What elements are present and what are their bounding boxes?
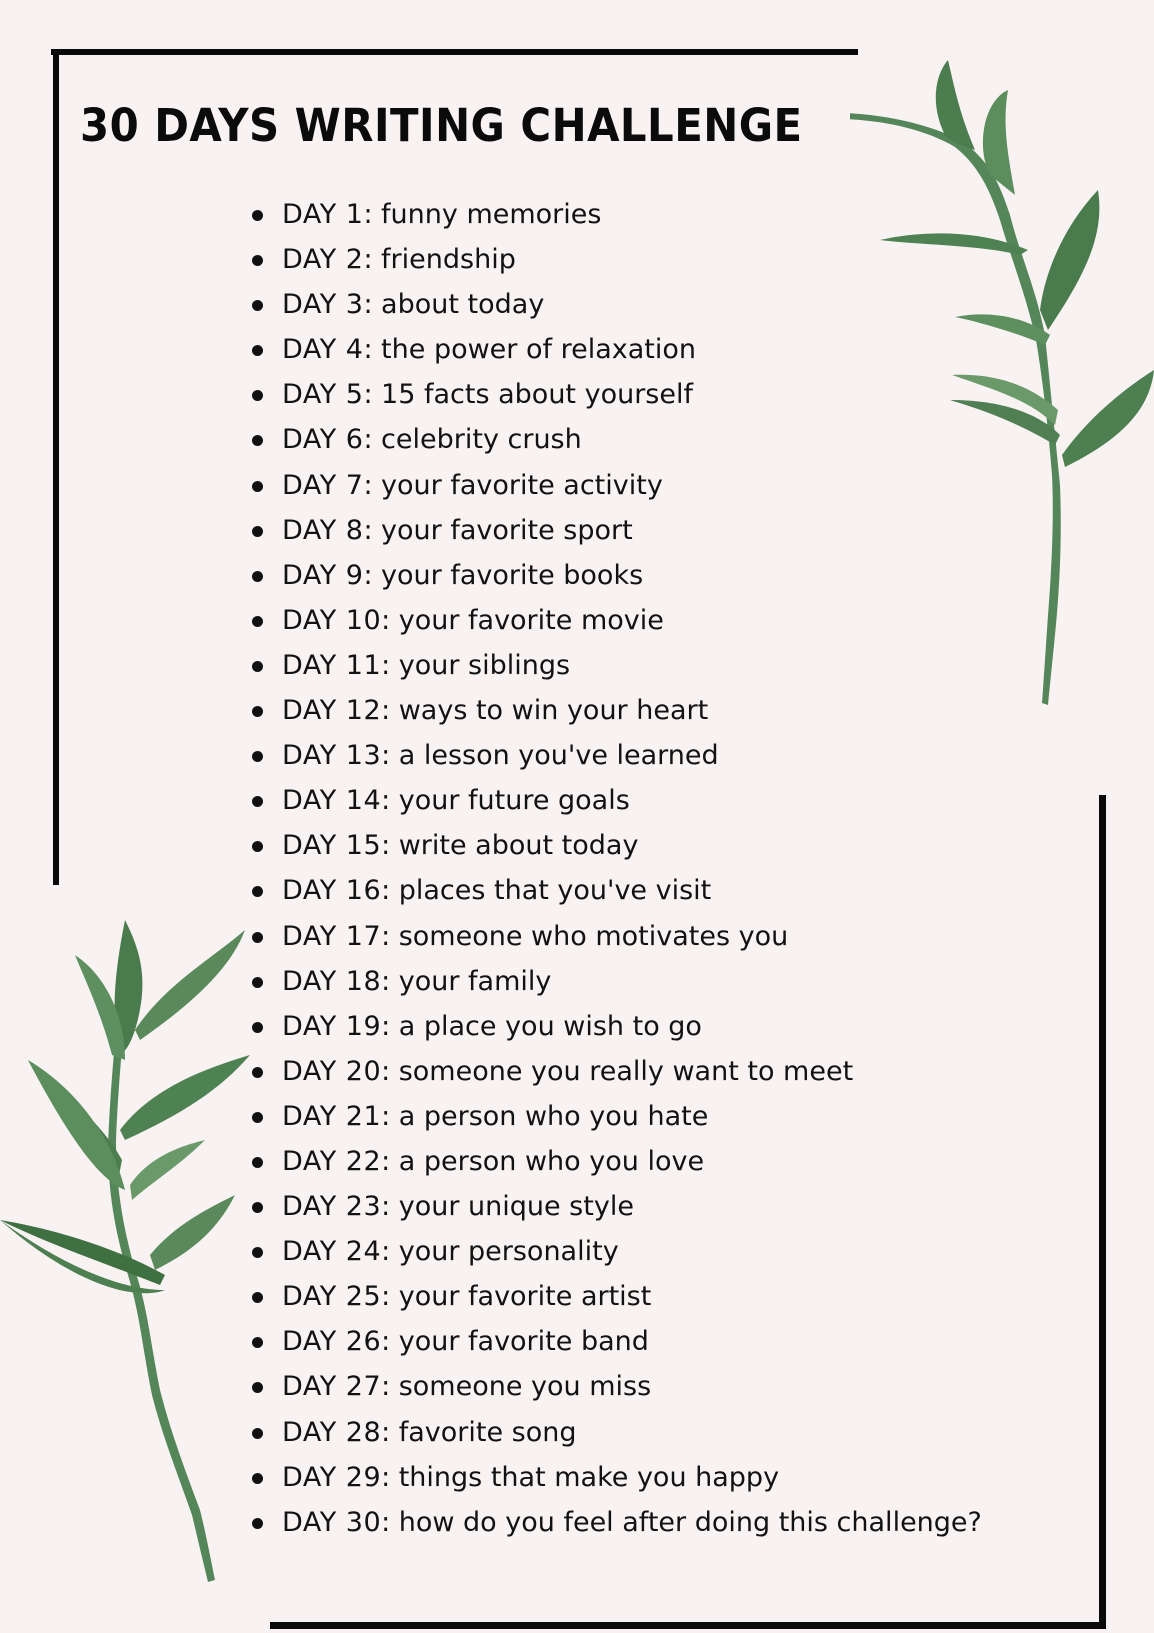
bullet-icon (252, 706, 263, 717)
day-topic: your family (398, 965, 552, 997)
day-topic: someone you miss (398, 1371, 652, 1403)
day-label: DAY 6: (282, 424, 374, 456)
bullet-icon (252, 1337, 263, 1348)
bullet-icon (252, 526, 263, 537)
list-item (248, 1190, 982, 1235)
list-item (248, 198, 982, 243)
day-topic: your future goals (398, 785, 630, 817)
bullet-icon (252, 977, 263, 988)
day-topic: your siblings (398, 649, 571, 681)
day-label: DAY 27: (282, 1371, 391, 1403)
day-label: DAY 30: (282, 1506, 391, 1538)
bullet-icon (252, 751, 263, 762)
bullet-icon (252, 571, 263, 582)
list-item (248, 1370, 982, 1415)
day-label: DAY 13: (282, 740, 391, 772)
bullet-icon (252, 796, 263, 807)
frame-right-border (1099, 795, 1106, 1628)
day-label: DAY 15: (282, 830, 391, 862)
list-item (248, 1461, 982, 1506)
bullet-icon (252, 616, 263, 627)
bullet-icon (252, 345, 263, 356)
bullet-icon (252, 1473, 263, 1484)
bullet-icon (252, 1112, 263, 1123)
day-topic: your favorite band (398, 1326, 649, 1358)
bullet-icon (252, 481, 263, 492)
list-item (248, 920, 982, 965)
bullet-icon (252, 1518, 263, 1529)
day-label: DAY 4: (282, 334, 374, 366)
day-topic: places that you've visit (398, 875, 712, 907)
bullet-icon (252, 300, 263, 311)
day-list (248, 198, 982, 1551)
day-topic: your favorite movie (398, 604, 664, 636)
day-label: DAY 20: (282, 1055, 391, 1087)
bullet-icon (252, 1382, 263, 1393)
list-item (248, 423, 982, 468)
list-item (248, 784, 982, 829)
list-item (248, 1100, 982, 1145)
day-topic: ways to win your heart (398, 695, 709, 727)
day-topic: your personality (398, 1236, 619, 1268)
bullet-icon (252, 841, 263, 852)
list-item (248, 1325, 982, 1370)
list-item (248, 1055, 982, 1100)
list-item (248, 378, 982, 423)
list-item (248, 874, 982, 919)
day-label: DAY 16: (282, 875, 391, 907)
day-label: DAY 1: (282, 199, 374, 230)
bullet-icon (252, 1247, 263, 1258)
list-item (248, 649, 982, 694)
day-topic: a lesson you've learned (398, 740, 719, 772)
day-label: DAY 12: (282, 695, 391, 727)
day-topic: someone who motivates you (398, 920, 789, 952)
bullet-icon (252, 1067, 263, 1078)
day-label: DAY 10: (282, 604, 391, 636)
day-label: DAY 2: (282, 244, 374, 276)
list-item (248, 1506, 982, 1551)
list-item (248, 1280, 982, 1325)
day-label: DAY 18: (282, 965, 391, 997)
day-topic: things that make you happy (398, 1461, 780, 1493)
day-label: DAY 21: (282, 1100, 391, 1132)
day-topic: the power of relaxation (381, 334, 696, 366)
bullet-icon (252, 1292, 263, 1303)
day-label: DAY 8: (282, 514, 374, 546)
day-label: DAY 22: (282, 1145, 391, 1177)
frame-left-border (53, 49, 59, 885)
bullet-icon (252, 1202, 263, 1213)
day-label: DAY 25: (282, 1281, 391, 1313)
leafy-branch-icon (0, 890, 260, 1610)
day-label: DAY 17: (282, 920, 391, 952)
day-label: DAY 24: (282, 1236, 391, 1268)
day-topic: celebrity crush (381, 424, 582, 456)
list-item (248, 604, 982, 649)
bullet-icon (252, 435, 263, 446)
list-item (248, 1235, 982, 1280)
list-item (248, 829, 982, 874)
day-topic: write about today (398, 830, 639, 862)
list-item (248, 469, 982, 514)
bullet-icon (252, 661, 263, 672)
list-item (248, 1416, 982, 1461)
bullet-icon (252, 210, 263, 221)
day-topic: your favorite sport (381, 514, 633, 546)
list-item (248, 243, 982, 288)
day-topic: a person who you hate (398, 1100, 709, 1132)
day-label: DAY 9: (282, 559, 374, 591)
list-item (248, 1010, 982, 1055)
bullet-icon (252, 255, 263, 266)
day-topic: friendship (381, 244, 516, 276)
day-topic: how do you feel after doing this challenge? (398, 1506, 982, 1538)
day-topic: a person who you love (398, 1145, 705, 1177)
day-topic: about today (381, 289, 545, 321)
day-label: DAY 14: (282, 785, 391, 817)
day-topic: your favorite artist (398, 1281, 652, 1313)
list-item (248, 333, 982, 378)
bullet-icon (252, 1428, 263, 1439)
day-topic: 15 facts about yourself (381, 379, 693, 411)
day-topic: someone you really want to meet (398, 1055, 854, 1087)
day-label: DAY 28: (282, 1416, 391, 1448)
bullet-icon (252, 886, 263, 897)
day-topic: funny memories (381, 199, 602, 230)
day-label: DAY 19: (282, 1010, 391, 1042)
day-label: DAY 5: (282, 379, 374, 411)
frame-top-border (51, 49, 858, 55)
frame-bottom-border (270, 1622, 1106, 1629)
day-label: DAY 7: (282, 469, 374, 501)
list-item (248, 1145, 982, 1190)
bullet-icon (252, 932, 263, 943)
day-label: DAY 3: (282, 289, 374, 321)
day-label: DAY 11: (282, 649, 391, 681)
day-label: DAY 26: (282, 1326, 391, 1358)
list-item (248, 694, 982, 739)
list-item (248, 514, 982, 559)
day-topic: your favorite books (381, 559, 644, 591)
day-topic: a place you wish to go (398, 1010, 702, 1042)
list-item (248, 288, 982, 333)
bullet-icon (252, 390, 263, 401)
day-topic: your unique style (398, 1191, 634, 1223)
day-label: DAY 29: (282, 1461, 391, 1493)
list-item (248, 965, 982, 1010)
list-item (248, 559, 982, 604)
day-label: DAY 23: (282, 1191, 391, 1223)
bullet-icon (252, 1022, 263, 1033)
day-topic: favorite song (398, 1416, 577, 1448)
bullet-icon (252, 1157, 263, 1168)
day-topic: your favorite activity (381, 469, 663, 501)
page-title: 30 DAYS WRITING CHALLENGE (80, 99, 803, 152)
list-item (248, 739, 982, 784)
